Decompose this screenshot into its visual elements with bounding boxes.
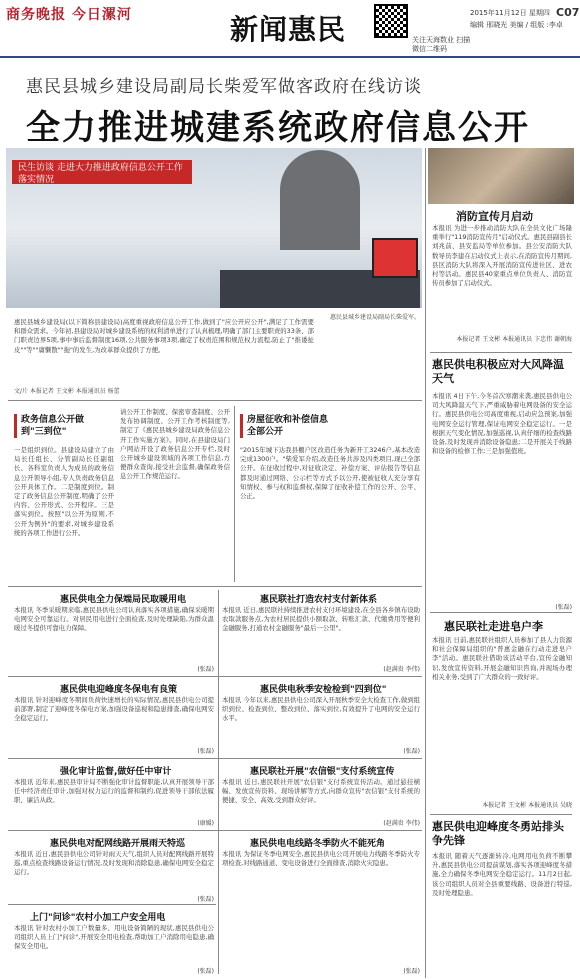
brief-title: 惠民供电秋季安检检到"四到位" <box>260 685 387 695</box>
column-rule <box>425 148 426 978</box>
photo-banner: 民生访谈 走进大力推进政府信息公开工作落实情况 <box>12 160 192 184</box>
heat-body: 本报讯 4日下午,今冬首次寒潮来袭,惠民县供电公司大风降温天气下,严重威胁着电网设备的安全运行。惠民县供电公司高度重视,启动应急预案,加强电网安全运行管理,保证电网安全稳定运行。一是根据天气变化情况,加强巡视,认真仔细的检查线路设备,及时发现并消除设备隐患;二是开展关于线路和设备的检修工作;三是加强值班。 <box>432 392 572 456</box>
section-title: 新闻惠民 <box>230 13 347 46</box>
divider <box>8 830 422 831</box>
brief-title: 惠民联社开展"农信银"支付系统宣传 <box>250 767 395 777</box>
visit-sign: 本报记者 王文彬 本报通讯员 吴晓 <box>482 802 572 809</box>
brief-sign: (张磊) <box>197 896 214 903</box>
queue-title: 惠民供电迎峰度冬勇站排头争先锋 <box>432 820 564 847</box>
brief-sign: (赵满贵 李伟) <box>383 820 420 827</box>
lead-intro: 惠民县城乡建设局(以下简称县建设局)高度重视政府信息公开工作,做到了"应公开应公开",满足了工作需要和群众需求。今年初,县建设局对城乡建设系统的权利清单进行了认真梳理,明确了部门主要职责的33条、部门职责边界5项,事中事后监督制度16项,公共服务事项3项,确定了权责范围和规范权力流程,防止了"推诿扯皮""等""庸懒散""拖"的发生,为改革群众提供了方便。 <box>14 318 314 354</box>
visit-body: 本报讯 日前,惠民联社组织人员参加了县人力资源和社会保障局组织的"普惠金融在行动走进皂户李"活动。惠民联社借助该活动平台,宣传金融知识,发放宣传资料,开展金融知识咨询,并现场办理相关业务,受到了广大群众的一致好评。 <box>432 636 572 681</box>
brief-title: 惠民供电对配网线路开展雨天特巡 <box>50 839 186 849</box>
lead-headline: 全力推进城建系统政府信息公开 <box>26 108 530 148</box>
qr-code-icon <box>374 4 408 38</box>
fire-sign: 本报记者 王文彬 本报通讯员 卞忠伟 谢朝海 <box>456 336 572 343</box>
right-subhead: 房屋征收和补偿信息全部公开 <box>240 414 330 438</box>
brief-body: 本报讯 针对迎峰度冬期间负荷快速增长的实际情况,惠民县供电公司提前部署,制定了迎峰度冬保电方案,加强设备巡视和隐患排查,确保电网安全稳定运行。 <box>14 696 214 723</box>
heat-sign: (张磊) <box>555 604 572 611</box>
left-subhead: 政务信息公开做到"三到位" <box>14 414 104 438</box>
column-rule <box>218 590 219 974</box>
divider <box>8 758 422 759</box>
divider <box>8 586 422 587</box>
divider <box>430 814 572 815</box>
center-article-body: 请公开工作制度、保密审查制度、公开发布协调制度、公开工作考核制度等,制定了《惠民县城乡建设局政务信息公开工作实施方案》。同时,在县建设局门户网站开设了政务信息公开专栏,及时公开城乡建设领域的各项工作信息,方便群众查询,接受社会监督,确保政务信息公开工作规范运行。 <box>120 408 230 481</box>
photo-caption: 惠民县城乡建设局副局长柴爱军。 <box>330 314 421 321</box>
brief-body: 本报讯 近日,惠民联社开展"农信银"支付系统宣传活动。通过悬挂横幅、发放宣传资料、现场讲解等方式,向群众宣传"农信银"支付系统的便捷、安全、高效,受到群众好评。 <box>222 778 420 805</box>
divider <box>8 676 422 677</box>
divider <box>430 612 572 613</box>
monitor-icon <box>372 238 418 278</box>
brief-title: 上门"问诊"农村小加工户安全用电 <box>30 913 166 923</box>
lead-byline: 文/片 本报记者 王文彬 本报通讯员 杨蕾 <box>14 388 120 395</box>
fire-drill-photo <box>428 148 574 204</box>
divider <box>8 904 216 905</box>
fire-body: 本报讯 为进一步推动消防大队在全员文化广场隆重举行"119消防宣传月"启动仪式。惠民县副县长刘兆前、县安监局等单位参加。县公安消防大队数导员李建在启动仪式上表示,在消防宣传月期间,县区消防大队将深入开展消防宣传进社区、进农村等活动。惠民县40家重点单位负责人、消防宣传员参加了启动仪式。 <box>432 224 572 288</box>
divider <box>8 400 422 401</box>
divider <box>430 352 572 353</box>
left-article-body: 一是组织到位。县建设局建立了由局长任组长、分管副局长任副组长、各科室负责人为成员的政务信息公开领导小组,专人负责政务信息公开具体工作。二是制度到位。制定了政务信息公开制度,明确了公开内容、公开形式、公开程序。三是落实到位。按照"以公开为原则,不公开为例外"的要求,对城乡建设系统的各项工作进行公开。 <box>14 446 114 537</box>
column-rule <box>234 406 235 582</box>
queue-body: 本报讯 随着天气逐渐转冷,电网用电负荷不断攀升,惠民县供电公司提前谋划,落实各项迎峰度冬措施,全力确保冬季电网安全稳定运行。11月2日起,该公司组织人员对全县重要线路、设备进行特巡,及时处理隐患。 <box>432 852 572 897</box>
brief-title: 惠民联社打造农村支付新体系 <box>260 595 378 605</box>
brief-body: 本报讯 近日,惠民县供电公司针对雨天天气,组织人员对配网线路开展特巡,重点检查线路设备运行情况,及时发现和消除隐患,确保电网安全稳定运行。 <box>14 850 214 877</box>
paper-logo: 商务晚报 今日漯河 <box>6 7 132 23</box>
date-line: 2015年11月12日 星期四 <box>470 9 550 17</box>
qr-label: 关注天海数业 扫描微信二维码 <box>412 36 471 53</box>
right-article-body: "2015年城下达我县棚户区改造任务为新开工3246户,基本改造完成1300户。"柴爱军介绍,改造任务共涉及四类项目,现已全部公开。在征收过程中,对征收决定、补偿方案、评估报告等信息都及时通过网络、公示栏等方式予以公开,使被征收人充分享有知情权、参与权和监督权,保障了征收补偿工作的公开、公平、公正。 <box>240 446 420 501</box>
editors-line: 编辑 邢晓光 美编 / 组版 :李卓 <box>470 21 563 29</box>
brief-body: 本报讯 为保证冬季电网安全,惠民县供电公司开展电力线路冬季防火专项检查,对线路通道、变电设备进行全面排查,消除火灾隐患。 <box>222 850 420 868</box>
brief-sign: (赵满贵 李伟) <box>383 666 420 673</box>
brief-body: 本报讯 近年来,惠民县审计局不断强化审计监督职能,认真开展领导干部任中经济责任审计,加强对权力运行的监督和制约,促进领导干部依法履职、廉洁从政。 <box>14 778 214 805</box>
brief-sign: (张磊) <box>197 968 214 975</box>
brief-title: 惠民供电全力保端局民取暖用电 <box>60 595 187 605</box>
brief-sign: (张磊) <box>403 748 420 755</box>
brief-sign: (张磊) <box>197 748 214 755</box>
brief-title: 惠民供电电线路冬季防火不能死角 <box>250 839 386 849</box>
brief-sign: (康媛) <box>197 820 214 827</box>
lead-kicker: 惠民县城乡建设局副局长柴爱军做客政府在线访谈 <box>26 77 422 97</box>
brief-body: 本报讯 近日,惠民联社持续推进农村支付环境建设,在全县各乡镇布设助农取款服务点,为农村居民提供小额取款、转账汇款、代缴费用等便利金融服务,打通农村金融服务"最后一公里"。 <box>222 606 420 633</box>
fire-title: 消防宣传月启动 <box>456 210 533 223</box>
brief-sign: (张磊) <box>403 968 420 975</box>
person-figure-icon <box>280 150 360 250</box>
heat-title: 惠民供电积极应对大风降温天气 <box>432 358 564 385</box>
visit-title: 惠民联社走进皂户李 <box>444 620 543 633</box>
brief-body: 本报讯 今年以来,惠民县供电公司深入开展秋季安全大检查工作,做到组织到位、检查到位、整改到位、落实到位,有效提升了电网的安全运行水平。 <box>222 696 420 723</box>
brief-title: 惠民供电迎峰度冬保电有良策 <box>60 685 178 695</box>
brief-sign: (张磊) <box>197 666 214 673</box>
brief-body: 本报讯 针对农村小加工户数量多、用电设备简陋的现状,惠民县供电公司组织人员上门"问诊",开展安全用电检查,帮助加工户消除用电隐患,确保安全用电。 <box>14 924 214 951</box>
page-number: C07 <box>556 6 580 19</box>
brief-body: 本报讯 冬季采暖期来临,惠民县供电公司认真落实各项措施,确保采暖期电网安全可靠运行。对居民用电进行全面检查,及时处理缺陷,为群众温暖过冬提供可靠电力保障。 <box>14 606 214 633</box>
brief-title: 强化审计监督,做好任中审计 <box>60 767 172 777</box>
